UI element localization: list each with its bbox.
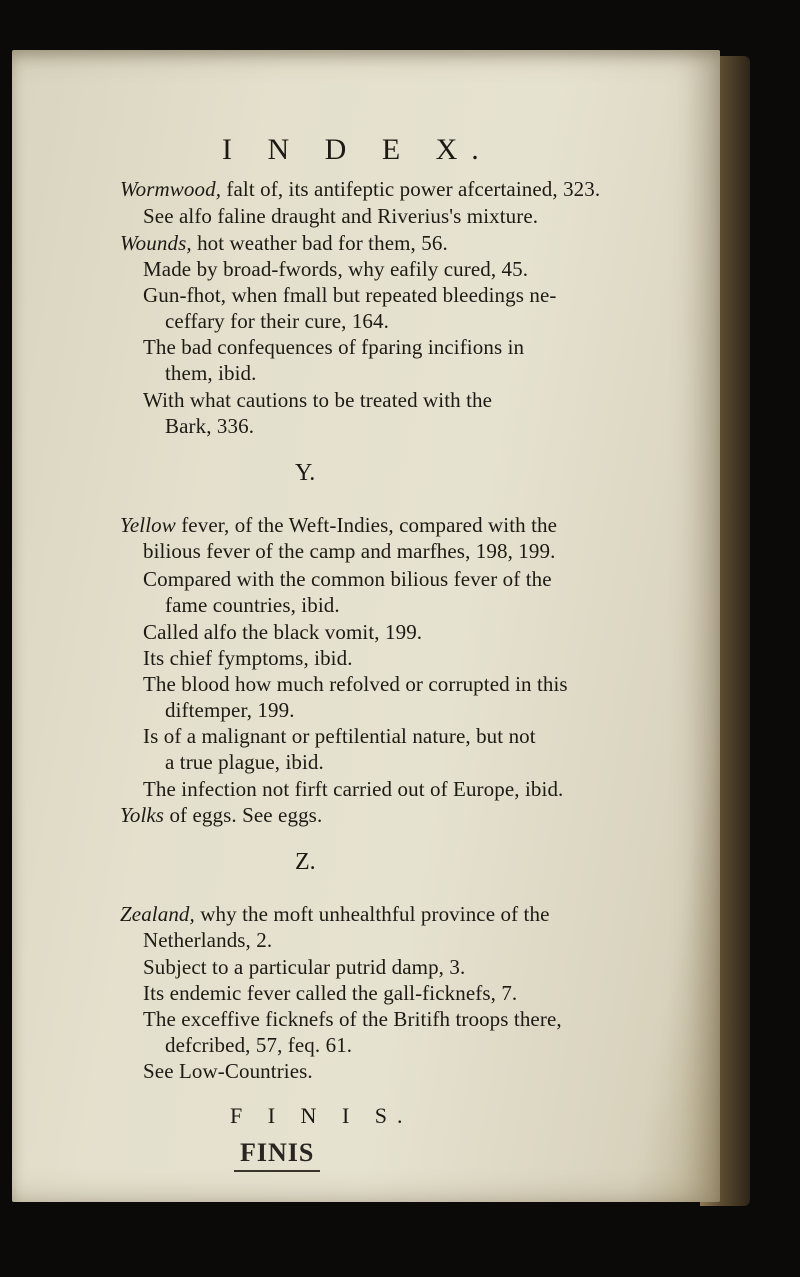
- index-subentry: With what cautions to be treated with the: [143, 388, 493, 412]
- index-term: Zealand,: [120, 902, 195, 926]
- finis-stamp: FINIS: [234, 1138, 320, 1172]
- index-subentry: Called alfo the black vomit, 199.: [143, 620, 423, 644]
- index-entry-yolks: [120, 802, 322, 828]
- index-entry-wormwood: [120, 176, 600, 202]
- index-subentry: Is of a malignant or peftilential nature, but not: [143, 724, 536, 748]
- index-subentry: Compared with the common bilious fever of the: [143, 567, 552, 591]
- index-term: Yellow: [120, 513, 176, 537]
- index-subentry: bilious fever of the camp and marfhes, 198, 199.: [143, 539, 556, 563]
- index-term: Wormwood,: [120, 177, 222, 201]
- index-subentry: Bark, 336.: [165, 414, 255, 438]
- index-text: hot weather bad for them, 56.: [197, 231, 448, 255]
- index-subentry: Its chief fymptoms, ibid.: [143, 646, 353, 670]
- index-subentry: The blood how much refolved or corrupted in this: [143, 672, 568, 696]
- index-text: of eggs. See eggs.: [169, 803, 323, 827]
- index-text: why the moft unhealthful province of the: [200, 902, 550, 926]
- index-subentry: defcribed, 57, feq. 61.: [165, 1033, 353, 1057]
- index-subentry: Gun-fhot, when fmall but repeated bleedings ne-: [143, 283, 557, 307]
- index-subentry: The infection not firft carried out of Europe, ibid.: [143, 777, 564, 801]
- index-text: falt of, its antifeptic power afcertained, 323.: [226, 177, 601, 201]
- index-subentry: ceffary for their cure, 164.: [165, 309, 389, 333]
- page-heading: I N D E X.: [222, 133, 493, 166]
- index-entry-zealand: [120, 901, 550, 927]
- index-subentry: Subject to a particular putrid damp, 3.: [143, 955, 466, 979]
- index-subentry: Its endemic fever called the gall-ficknefs, 7.: [143, 981, 518, 1005]
- index-subentry: fame countries, ibid.: [165, 593, 340, 617]
- section-letter-z: Z.: [295, 849, 316, 875]
- index-entry-wounds: [120, 230, 448, 256]
- index-subentry: diftemper, 199.: [165, 698, 295, 722]
- index-term: Yolks: [120, 803, 165, 827]
- index-subentry: See alfo faline draught and Riverius's mixture.: [143, 204, 539, 228]
- index-entry-yellow: [120, 512, 557, 538]
- index-subentry: Made by broad-fwords, why eafily cured, 45.: [143, 257, 529, 281]
- index-term: Wounds,: [120, 231, 192, 255]
- index-subentry: See Low-Countries.: [143, 1059, 313, 1083]
- index-subentry: The bad confequences of fparing incifions in: [143, 335, 525, 359]
- index-subentry: a true plague, ibid.: [165, 750, 324, 774]
- index-subentry: The exceffive ficknefs of the Britifh troops there,: [143, 1007, 562, 1031]
- finis-text: F I N I S.: [230, 1103, 413, 1128]
- index-subentry: Netherlands, 2.: [143, 928, 273, 952]
- index-text: fever, of the Weft-Indies, compared with the: [181, 513, 558, 537]
- section-letter-y: Y.: [295, 460, 316, 486]
- index-subentry: them, ibid.: [165, 361, 257, 385]
